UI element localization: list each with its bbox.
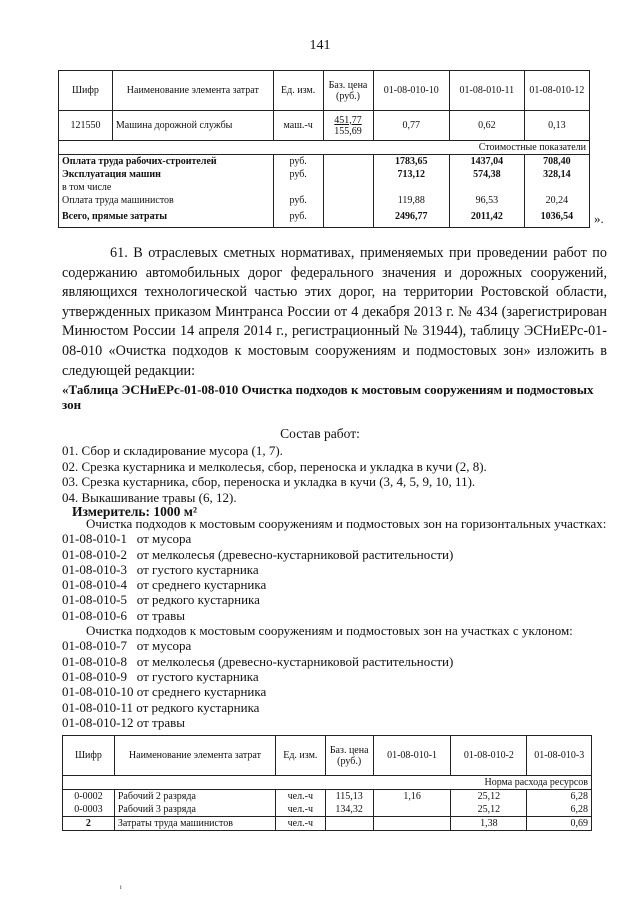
list-item: 01-08-010-7 от мусора bbox=[62, 638, 192, 654]
header-cell: 01-08-010-11 bbox=[450, 71, 525, 111]
price-bottom: 155,69 bbox=[334, 125, 362, 137]
cell-value: 96,53 bbox=[450, 194, 525, 207]
cell-unit: чел.-ч bbox=[276, 803, 326, 817]
table-row bbox=[63, 790, 592, 804]
header-cell: Наименование элемента затрат bbox=[112, 71, 273, 111]
cell-unit: маш.-ч bbox=[273, 111, 323, 141]
page-number: 141 bbox=[309, 38, 331, 53]
cell-value: 6,28 bbox=[527, 790, 592, 804]
cell-value: 0,69 bbox=[527, 817, 592, 831]
cell-value: 2496,77 bbox=[373, 207, 450, 227]
cell-value: 1437,04 bbox=[450, 155, 525, 169]
header-cell: Ед. изм. bbox=[276, 736, 326, 776]
list-item: 02. Срезка кустарника и мелколесья, сбор, переноска и укладка в кучи (2, 8). bbox=[62, 458, 487, 474]
table-row bbox=[59, 111, 590, 141]
section-row bbox=[63, 776, 592, 790]
list-item: 01-08-010-9 от густого кустарника bbox=[62, 668, 259, 684]
price-top: 451,77 bbox=[334, 114, 362, 126]
cell-name: в том числе bbox=[59, 181, 274, 194]
cell-value: 0,62 bbox=[450, 111, 525, 141]
cell-unit: чел.-ч bbox=[276, 790, 326, 804]
cell-value: 2011,42 bbox=[450, 207, 525, 227]
list-item: 01-08-010-11 от редкого кустарника bbox=[62, 699, 260, 715]
cell-name: Оплата труда машинистов bbox=[59, 194, 274, 207]
cell-name: Эксплуатация машин bbox=[59, 168, 274, 181]
header-cell: 01-08-010-1 bbox=[373, 736, 451, 776]
header-cell: Наименование элемента затрат bbox=[114, 736, 275, 776]
cell-name: Рабочий 2 разряда bbox=[114, 790, 275, 804]
cell-name: Затраты труда машинистов bbox=[114, 817, 275, 831]
amendment-paragraph bbox=[62, 244, 607, 381]
cell-name: Всего, прямые затраты bbox=[59, 207, 274, 227]
cell-code: 121550 bbox=[59, 111, 113, 141]
cell-value: 574,38 bbox=[450, 168, 525, 181]
cell-empty bbox=[373, 181, 450, 194]
list-item: 01-08-010-2 от мелколесья (древесно-кустарниковой растительности) bbox=[62, 546, 454, 562]
cell-unit: руб. bbox=[273, 194, 323, 207]
list-item: 03. Срезка кустарника, сбор, переноска и укладка в кучи (3, 4, 5, 9, 10, 11). bbox=[62, 474, 476, 489]
cell-value: 25,12 bbox=[451, 803, 527, 817]
cell-name: Машина дорожной службы bbox=[112, 111, 273, 141]
footer-mark: ᵢ bbox=[120, 880, 122, 891]
cell-code: 0-0002 bbox=[63, 790, 115, 804]
cell-price bbox=[325, 817, 373, 831]
cell-value: 20,24 bbox=[524, 194, 589, 207]
table-title: «Таблица ЭСНиЕРс-01-08-010 Очистка подходов к мостовым сооружениям и подмостовых зон bbox=[62, 382, 594, 412]
cell-price: 115,13 bbox=[325, 790, 373, 804]
list-item: 01-08-010-12 от травы bbox=[62, 714, 185, 730]
list-item: 01-08-010-4 от среднего кустарника bbox=[62, 577, 267, 593]
cell-unit: руб. bbox=[273, 168, 323, 181]
cell-price bbox=[323, 111, 373, 141]
cell-empty bbox=[323, 207, 373, 227]
cell-value: 328,14 bbox=[524, 168, 589, 181]
cost-table-top bbox=[58, 70, 590, 228]
table-row bbox=[59, 194, 590, 207]
cell-value bbox=[373, 817, 451, 831]
cell-value: 713,12 bbox=[373, 168, 450, 181]
closing-quote: ». bbox=[594, 211, 604, 226]
list-item: 01. Сбор и складирование мусора (1, 7). bbox=[62, 443, 283, 458]
cell-empty bbox=[450, 181, 525, 194]
cell-unit: чел.-ч bbox=[276, 817, 326, 831]
paragraph-text: 61. В отраслевых сметных нормативах, применяемых при проведении работ по содержанию автомобильных дорог федерального значения и дорожных сооружений, являющихся технологической частью этих дорог, на территории Ростовской области, утвержденных приказом Минтранса России от 4 декабря 2013 г. № 434 (зарегистрирован Минюстом России 14 апреля 2014 г., регистрационный № 31944), таблицу ЭСНиЕРс-01-08-010 «Очистка подходов к мостовым сооружениям и подмостовых зон» изложить в следующей редакции: bbox=[62, 245, 607, 379]
sostav-title: Состав работ: bbox=[280, 426, 360, 441]
cell-value: 1036,54 bbox=[524, 207, 589, 227]
list-item: 01-08-010-3 от густого кустарника bbox=[62, 561, 259, 577]
resource-table bbox=[62, 735, 592, 831]
list-item: 01-08-010-5 от редкого кустарника bbox=[62, 592, 260, 608]
cell-empty bbox=[323, 194, 373, 207]
table-row bbox=[63, 803, 592, 817]
group-title: Очистка подходов к мостовым сооружениям и подмостовых зон на горизонтальных участках: bbox=[86, 516, 607, 531]
section-row bbox=[59, 141, 590, 155]
cell-value: 0,77 bbox=[373, 111, 450, 141]
cell-value: 1,38 bbox=[451, 817, 527, 831]
cell-name: Оплата труда рабочих-строителей bbox=[59, 155, 274, 169]
cell-name: Рабочий 3 разряда bbox=[114, 803, 275, 817]
header-cell: 01-08-010-2 bbox=[451, 736, 527, 776]
cell-value bbox=[373, 803, 451, 817]
table-row bbox=[59, 207, 590, 227]
header-cell: 01-08-010-12 bbox=[524, 71, 589, 111]
table-row bbox=[59, 181, 590, 194]
header-cell: Баз. цена (руб.) bbox=[323, 71, 373, 111]
cell-empty bbox=[323, 155, 373, 169]
cell-value: 25,12 bbox=[451, 790, 527, 804]
cell-empty bbox=[323, 168, 373, 181]
cell-value: 0,13 bbox=[524, 111, 589, 141]
cell-price: 134,32 bbox=[325, 803, 373, 817]
group-title: Очистка подходов к мостовым сооружениям и подмостовых зон на участках с уклоном: bbox=[86, 623, 573, 639]
header-cell: Баз. цена (руб.) bbox=[325, 736, 373, 776]
table-row bbox=[63, 817, 592, 831]
table-header-row bbox=[63, 736, 592, 776]
table-row bbox=[59, 155, 590, 169]
section-label: Стоимостные показатели bbox=[59, 141, 590, 155]
list-item: 01-08-010-1 от мусора bbox=[62, 531, 192, 547]
measure-unit: Измеритель: 1000 м² bbox=[72, 504, 198, 519]
cell-empty bbox=[524, 181, 589, 194]
section-label: Норма расхода ресурсов bbox=[63, 776, 592, 790]
cell-code: 2 bbox=[63, 817, 115, 831]
list-item: 01-08-010-6 от травы bbox=[62, 607, 185, 623]
header-cell: Шифр bbox=[59, 71, 113, 111]
code-list bbox=[62, 516, 607, 730]
cell-code: 0-0003 bbox=[63, 803, 115, 817]
header-cell: Шифр bbox=[63, 736, 115, 776]
list-item: 04. Выкашивание травы (6, 12). bbox=[62, 489, 237, 505]
cell-empty bbox=[273, 181, 323, 194]
work-items-list bbox=[62, 443, 602, 505]
header-cell: 01-08-010-3 bbox=[527, 736, 592, 776]
cell-unit: руб. bbox=[273, 155, 323, 169]
table-header-row bbox=[59, 71, 590, 111]
cell-empty bbox=[323, 181, 373, 194]
cell-value: 6,28 bbox=[527, 803, 592, 817]
list-item: 01-08-010-10 от среднего кустарника bbox=[62, 684, 267, 700]
cell-value: 1,16 bbox=[373, 790, 451, 804]
cell-value: 1783,65 bbox=[373, 155, 450, 169]
header-cell: Ед. изм. bbox=[273, 71, 323, 111]
cell-unit: руб. bbox=[273, 207, 323, 227]
cell-value: 119,88 bbox=[373, 194, 450, 207]
cell-value: 708,40 bbox=[524, 155, 589, 169]
header-cell: 01-08-010-10 bbox=[373, 71, 450, 111]
table-row bbox=[59, 168, 590, 181]
list-item: 01-08-010-8 от мелколесья (древесно-кустарниковой растительности) bbox=[62, 653, 454, 669]
